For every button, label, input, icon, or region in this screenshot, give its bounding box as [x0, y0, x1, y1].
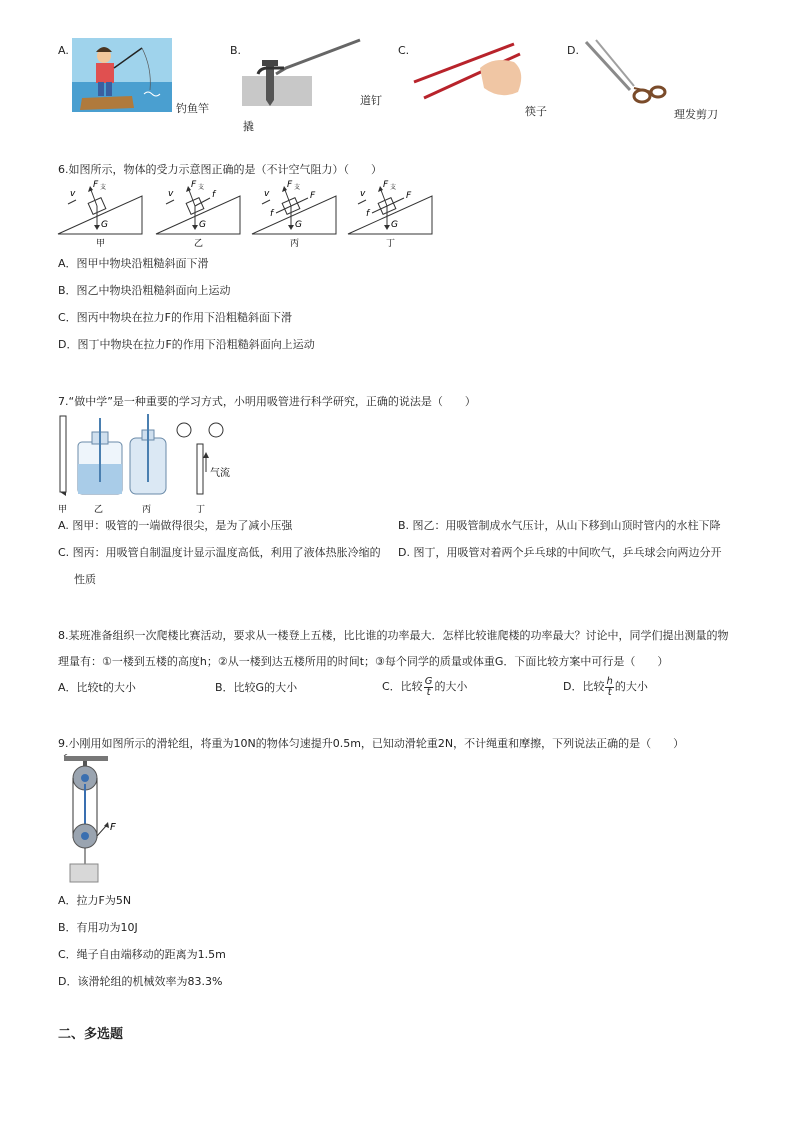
airflow-label: 气流 [210, 468, 230, 479]
q7-fig-label-bing: 丙 [142, 505, 152, 515]
q9-stem: 9.小刚用如图所示的滑轮组，将重为10N的物体匀速提升0.5m，已知动滑轮重2N，不计绳重和摩擦，下列说法正确的是（ ） [58, 737, 685, 750]
q8-option-a: A．比较t的大小 [58, 681, 136, 694]
q5-option-a-caption: 钓鱼竿 [176, 102, 209, 115]
svg-text:支: 支 [390, 184, 397, 191]
incline-figure-bing [252, 180, 336, 234]
q6-option-d: D．图丁中物块在拉力F的作用下沿粗糙斜面向上运动 [58, 338, 315, 351]
svg-text:G: G [391, 220, 398, 230]
q6-option-a: A．图甲中物块沿粗糙斜面下滑 [58, 257, 209, 270]
q7-stem: 7.“做中学”是一种重要的学习方式，小明用吸管进行科学研究，正确的说法是（ ） [58, 395, 476, 408]
q6-option-b: B．图乙中物块沿粗糙斜面向上运动 [58, 284, 231, 297]
q6-option-c: C．图丙中物块在拉力F的作用下沿粗糙斜面下滑 [58, 311, 293, 324]
svg-text:G: G [199, 220, 206, 230]
q8-option-c: C．比较 $\frac{G}{t}$ 的大小 [382, 675, 468, 698]
crowbar-nail-image [240, 38, 365, 108]
svg-text:F: F [310, 191, 316, 201]
svg-text:支: 支 [100, 184, 107, 191]
svg-text:支: 支 [294, 184, 301, 191]
q8-option-d-fraction: $\frac{h}{t}$ [606, 675, 613, 698]
q7-fig-label-ding: 丁 [196, 505, 206, 515]
svg-text:G: G [295, 220, 302, 230]
fig-label-bing: 丙 [290, 239, 300, 249]
q7-fig-label-yi: 乙 [94, 505, 104, 515]
q5-option-d-caption: 理发剪刀 [674, 108, 718, 121]
incline-figure-ding [348, 180, 432, 234]
q7-fig-label-jia: 甲 [58, 505, 68, 515]
svg-text:f: f [212, 190, 216, 200]
q8-stem-line1: 8.某班准备组织一次爬楼比赛活动，要求从一楼登上五楼，比比谁的功率最大．怎样比较谁爬楼的功率最大？讨论中，同学们提出测量的物 [58, 629, 729, 642]
section-title-multiple-choice: 二、多选题 [58, 1027, 124, 1042]
q5-option-b-letter: B. [230, 44, 242, 57]
q7-option-c-line2: 性质 [74, 573, 96, 586]
svg-text:F: F [191, 180, 197, 190]
q8-option-c-fraction: $\frac{G}{t}$ [424, 675, 433, 698]
q5-option-c-letter: C. [398, 44, 410, 57]
svg-text:G: G [101, 220, 108, 230]
force-label: F [110, 822, 116, 833]
fig-label-jia: 甲 [96, 239, 106, 249]
svg-text:支: 支 [198, 184, 205, 191]
q7-option-c-line1: C. 图丙：用吸管自制温度计显示温度高低，利用了液体热胀冷缩的 [58, 546, 381, 559]
incline-figure-jia [58, 180, 142, 234]
q5-option-a-letter: A. [58, 44, 69, 57]
q5-option-b-caption-crowbar: 撬 [243, 120, 254, 133]
pulley-system-figure [60, 754, 130, 886]
fig-label-ding: 丁 [386, 239, 396, 249]
incline-figure-yi [156, 180, 240, 234]
q7-option-d: D. 图丁，用吸管对着两个乒乓球的中间吹气，乒乓球会向两边分开 [398, 546, 722, 559]
hair-scissors-image [582, 38, 672, 118]
svg-text:v: v [70, 189, 76, 199]
svg-text:F: F [287, 180, 293, 190]
svg-text:v: v [264, 189, 270, 199]
q7-option-b: B. 图乙：用吸管制成水气压计，从山下移到山顶时管内的水柱下降 [398, 519, 721, 532]
svg-text:v: v [168, 189, 174, 199]
q9-option-d: D．该滑轮组的机械效率为83.3% [58, 975, 223, 988]
svg-text:F: F [93, 180, 99, 190]
svg-text:f: f [270, 209, 274, 219]
svg-text:v: v [360, 189, 366, 199]
svg-text:F: F [406, 191, 412, 201]
q5-option-c-caption: 筷子 [525, 105, 547, 118]
fishing-rod-image [72, 38, 172, 112]
chopsticks-image [410, 38, 530, 104]
q5-option-b-caption-nail: 道钉 [360, 94, 382, 107]
q6-stem: 6.如图所示，物体的受力示意图正确的是（不计空气阻力）（ ） [58, 163, 382, 176]
fig-label-yi: 乙 [194, 239, 204, 249]
q6-incline-figures [56, 178, 446, 250]
q8-option-d: D．比较 $\frac{h}{t}$ 的大小 [563, 675, 648, 698]
q8-stem-line2: 理量有：①一楼到五楼的高度h；②从一楼到达五楼所用的时间t；③每个同学的质量或体重G．下面比较方案中可行是（ ） [58, 655, 669, 668]
svg-text:f: f [366, 209, 370, 219]
q9-option-a: A．拉力F为5N [58, 894, 132, 907]
svg-text:F: F [383, 180, 389, 190]
q7-straw-figures [56, 412, 246, 516]
q7-option-a: A. 图甲：吸管的一端做得很尖，是为了减小压强 [58, 519, 293, 532]
q5-option-d-letter: D. [567, 44, 579, 57]
q9-option-c: C．绳子自由端移动的距离为1.5m [58, 948, 226, 961]
q9-option-b: B．有用功为10J [58, 921, 138, 934]
q8-option-b: B．比较G的大小 [215, 681, 298, 694]
